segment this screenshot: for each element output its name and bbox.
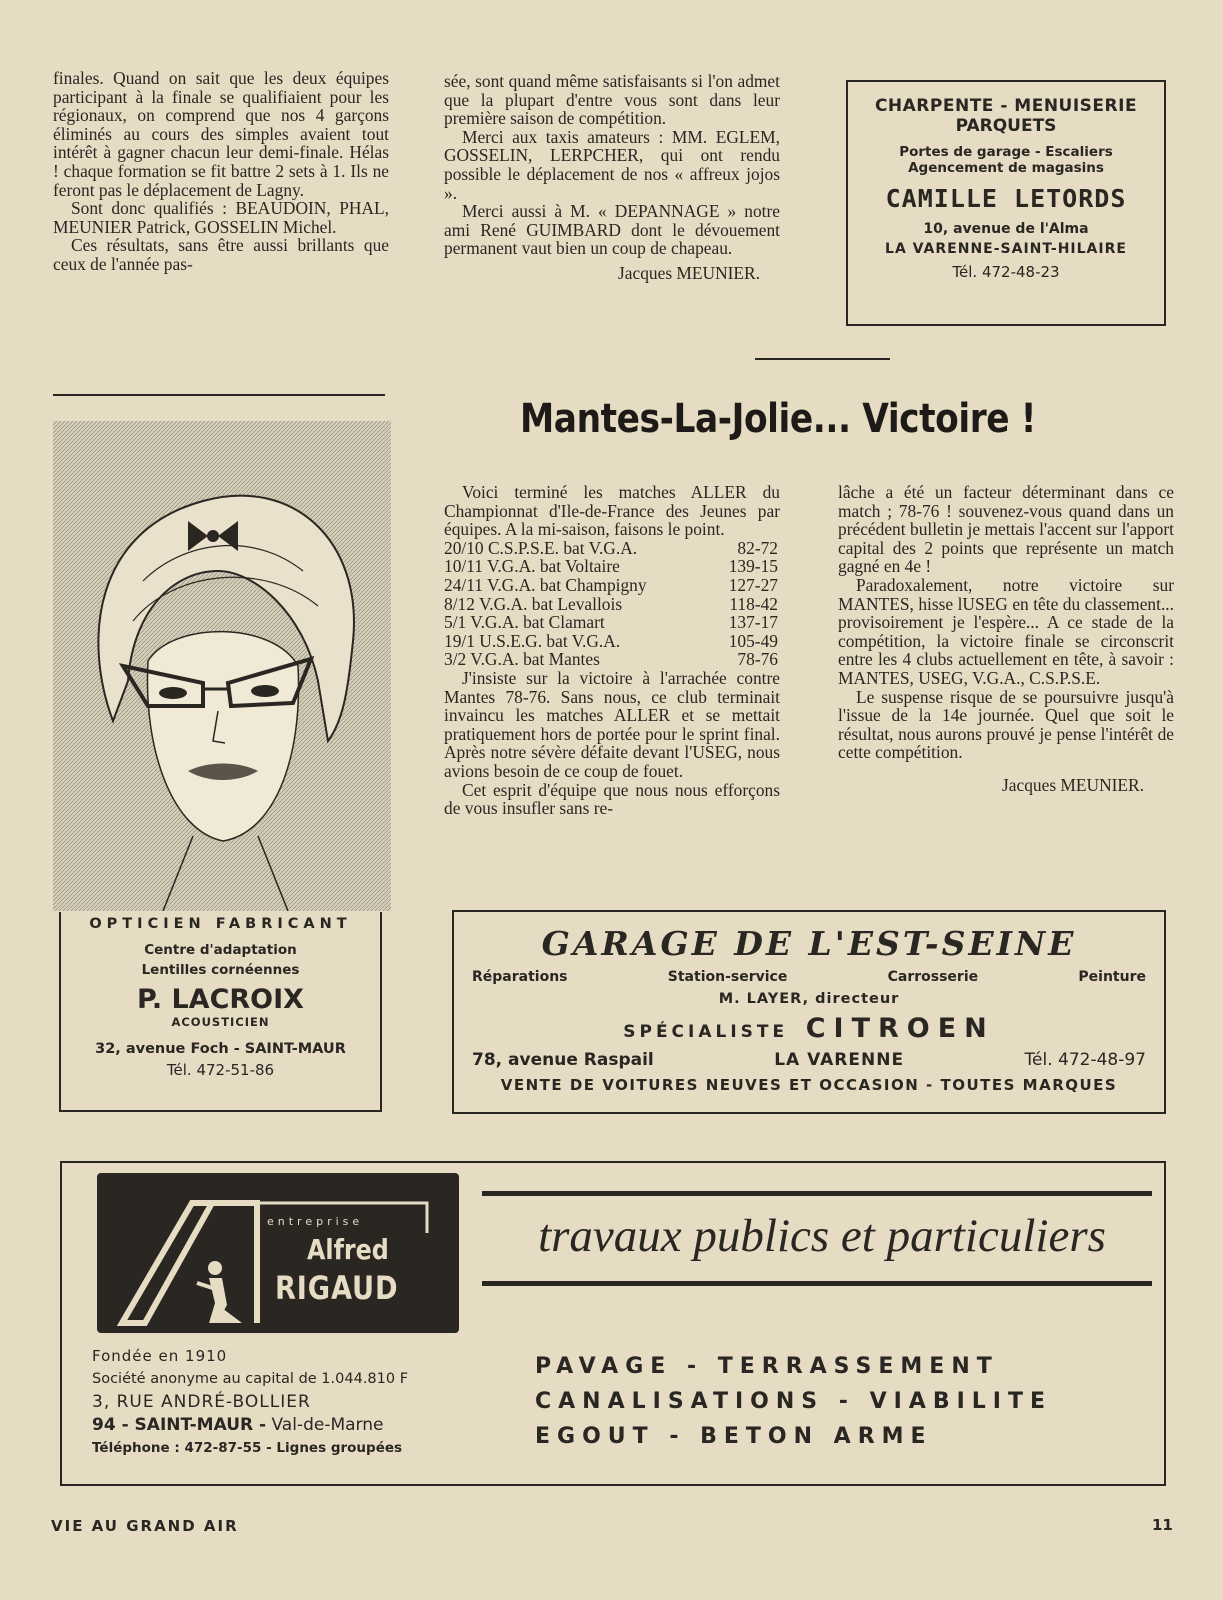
results-list	[444, 539, 780, 669]
logo-word: Alfred	[307, 1233, 389, 1266]
service: Carrosserie	[887, 969, 979, 985]
result-score: 127-27	[728, 574, 778, 595]
paragraph: J'insiste sur la victoire à l'arrachée contre Mantes 78-76. Sans nous, ce club terminait invaincu les matches ALLER et se mettait pratiquement hors de portée pour le sprint final. Après notre sévère défaite devant l'USEG, nous avions besoin de ce coup de fouet.	[444, 667, 780, 781]
phone: Téléphone : 472-87-55 - Lignes groupées	[92, 1440, 403, 1456]
ad-tel: Tél. 472-48-23	[952, 263, 1060, 281]
article-column-2	[838, 483, 1174, 795]
service-line: CANALISATIONS - VIABILITE	[535, 1389, 1053, 1414]
ad-tel: Tél. 472-51-86	[166, 1061, 275, 1079]
ad-line: Portes de garage - Escaliers	[899, 144, 1113, 160]
result-score: 82-72	[737, 537, 778, 558]
paragraph: Le suspense risque de se poursuivre jusqu'à l'issue de la 14e journée. Quel que soit le résultat, nous aurons prouvé je pense l'intérêt de cette compétition.	[838, 686, 1174, 763]
article-title: Mantes-La-Jolie... Victoire !	[520, 396, 1036, 442]
top-column-2	[444, 72, 780, 283]
ad-address: 10, avenue de l'Alma	[923, 221, 1089, 237]
ad-line: PARQUETS	[955, 116, 1057, 136]
article-column-1	[444, 483, 780, 818]
service-line: EGOUT - BETON ARME	[535, 1424, 933, 1449]
result-score: 139-15	[728, 556, 778, 577]
result-row	[444, 539, 780, 558]
specialist-label: SPÉCIALISTE	[623, 1022, 789, 1042]
result-text: 8/12 V.G.A. bat Levallois	[444, 593, 623, 614]
paragraph: Paradoxalement, notre victoire sur MANTES, hisse lUSEG en tête du classement... provisoirement je l'espère... A ce stade de la compétition, la victoire finale se circonscrit entre les 4 clubs actuellement en tête, à savoir : MANTES, USEG, V.G.A., C.S.P.S.E.	[838, 574, 1174, 688]
paragraph: Merci aux taxis amateurs : MM. EGLEM, GOSSELIN, LERPCHER, qui ont rendu possible le déplacement de nos « affreux jojos ».	[444, 126, 780, 203]
ad-line: OPTICIEN FABRICANT	[89, 916, 352, 932]
ad-address: 32, avenue Foch - SAINT-MAUR	[95, 1041, 346, 1057]
ad-line: Lentilles cornéennes	[141, 962, 300, 978]
ad-city: LA VARENNE-SAINT-HILAIRE	[885, 241, 1127, 257]
ad-charpente	[846, 80, 1166, 326]
result-text: 24/11 V.G.A. bat Champigny	[444, 574, 647, 595]
garage-title: GARAGE DE L'EST-SEINE	[541, 924, 1077, 963]
capital: Société anonyme au capital de 1.044.810 F	[92, 1371, 409, 1387]
garage-specialist	[472, 1013, 1146, 1044]
ad-name: CAMILLE LETORDS	[885, 184, 1127, 213]
service: Station-service	[667, 969, 788, 985]
signature: Jacques MEUNIER.	[1002, 774, 1144, 795]
result-text: 10/11 V.G.A. bat Voltaire	[444, 556, 620, 577]
paragraph: Ces résultats, sans être aussi brillants que ceux de l'année pas-	[53, 235, 389, 274]
result-text: 3/2 V.G.A. bat Mantes	[444, 649, 600, 670]
garage-services	[472, 969, 1146, 985]
result-score: 105-49	[728, 630, 778, 651]
logo-word: RIGAUD	[275, 1269, 399, 1307]
garage-contact	[472, 1050, 1146, 1070]
result-row	[444, 595, 780, 614]
rigaud-logo	[97, 1173, 459, 1333]
result-score: 118-42	[729, 593, 778, 614]
ad-sub: ACOUSTICIEN	[171, 1015, 270, 1029]
logo-word: entreprise	[267, 1215, 364, 1228]
garage-footer: VENTE DE VOITURES NEUVES ET OCCASION - TOUTES MARQUES	[500, 1076, 1118, 1094]
rigaud-slogan: travaux publics et particuliers	[538, 1210, 1106, 1262]
ad-line: CHARPENTE - MENUISERIE	[874, 96, 1138, 116]
paragraph: Voici terminé les matches ALLER du Championnat d'Ile-de-France des Jeunes par équipes. A la mi-saison, faisons le point.	[444, 482, 780, 540]
ad-line: Agencement de magasins	[908, 160, 1104, 176]
city-line	[92, 1414, 462, 1437]
worker-logo-icon	[97, 1173, 459, 1333]
founded: Fondée en 1910	[92, 1347, 228, 1365]
garage-director: M. LAYER, directeur	[718, 991, 900, 1007]
rigaud-services	[535, 1349, 1052, 1454]
garage-tel: Tél. 472-48-97	[1024, 1050, 1146, 1070]
signature: Jacques MEUNIER.	[618, 262, 760, 283]
divider	[482, 1191, 1152, 1196]
paragraph: Cet esprit d'équipe que nous nous efforçons de vous insufler sans re-	[444, 779, 780, 819]
paragraph: Merci aussi à M. « DEPANNAGE » notre ami René GUIMBARD dont le dévouement permanent vaut bien un coup de chapeau.	[444, 201, 780, 259]
ad-name: P. LACROIX	[136, 984, 304, 1015]
top-column-1	[53, 69, 389, 274]
brand: CITROEN	[805, 1013, 995, 1044]
garage-address: 78, avenue Raspail	[472, 1050, 654, 1070]
woman-with-glasses-illustration	[53, 421, 391, 911]
ad-rigaud	[60, 1161, 1166, 1486]
garage-city: LA VARENNE	[774, 1050, 905, 1070]
result-text: 20/10 C.S.P.S.E. bat V.G.A.	[444, 537, 638, 558]
service: Peinture	[1078, 969, 1146, 985]
result-row	[444, 632, 780, 651]
result-row	[444, 557, 780, 576]
portrait-drawing	[53, 421, 391, 911]
divider	[755, 358, 890, 360]
result-row	[444, 613, 780, 632]
result-score: 78-76	[737, 649, 778, 670]
footer-magazine: VIE AU GRAND AIR	[51, 1517, 239, 1535]
page-number: 11	[1152, 1516, 1173, 1534]
rigaud-info	[92, 1345, 462, 1460]
divider	[482, 1281, 1152, 1286]
service-line: PAVAGE - TERRASSEMENT	[535, 1354, 999, 1379]
paragraph: sée, sont quand même satisfaisants si l'on admet que la plupart d'entre vous sont dans leur première saison de compétition.	[444, 71, 780, 129]
ad-opticien	[59, 912, 382, 1112]
service: Réparations	[472, 969, 568, 985]
result-row	[444, 650, 780, 669]
paragraph: lâche a été un facteur déterminant dans ce match ; 78-76 ! souvenez-vous quand dans un précédent bulletin je mettais l'accent sur l'apport capital des 2 points que représente un match gagné en 4e !	[838, 482, 1174, 577]
result-text: 19/1 U.S.E.G. bat V.G.A.	[444, 630, 621, 651]
paragraph: Sont donc qualifiés : BEAUDOIN, PHAL, MEUNIER Patrick, GOSSELIN Michel.	[53, 198, 389, 237]
city-bold: 94 - SAINT-MAUR -	[92, 1415, 267, 1435]
city-rest: Val-de-Marne	[271, 1415, 384, 1435]
paragraph: finales. Quand on sait que les deux équipes participant à la finale se qualifiaient pour les régionaux, on comprend que nos 4 garçons éliminés au cours des simples avaient tout intérêt à gagner chacun leur demi-finale. Hélas ! chaque formation se fit battre 2 sets à 1. Ils ne feront pas le déplacement de Lagny.	[53, 68, 389, 200]
street: 3, RUE ANDRÉ-BOLLIER	[92, 1392, 311, 1412]
divider	[53, 394, 385, 396]
result-row	[444, 576, 780, 595]
ad-line: Centre d'adaptation	[144, 942, 297, 958]
result-score: 137-17	[728, 612, 778, 633]
ad-garage	[452, 910, 1166, 1114]
result-text: 5/1 V.G.A. bat Clamart	[444, 612, 605, 633]
